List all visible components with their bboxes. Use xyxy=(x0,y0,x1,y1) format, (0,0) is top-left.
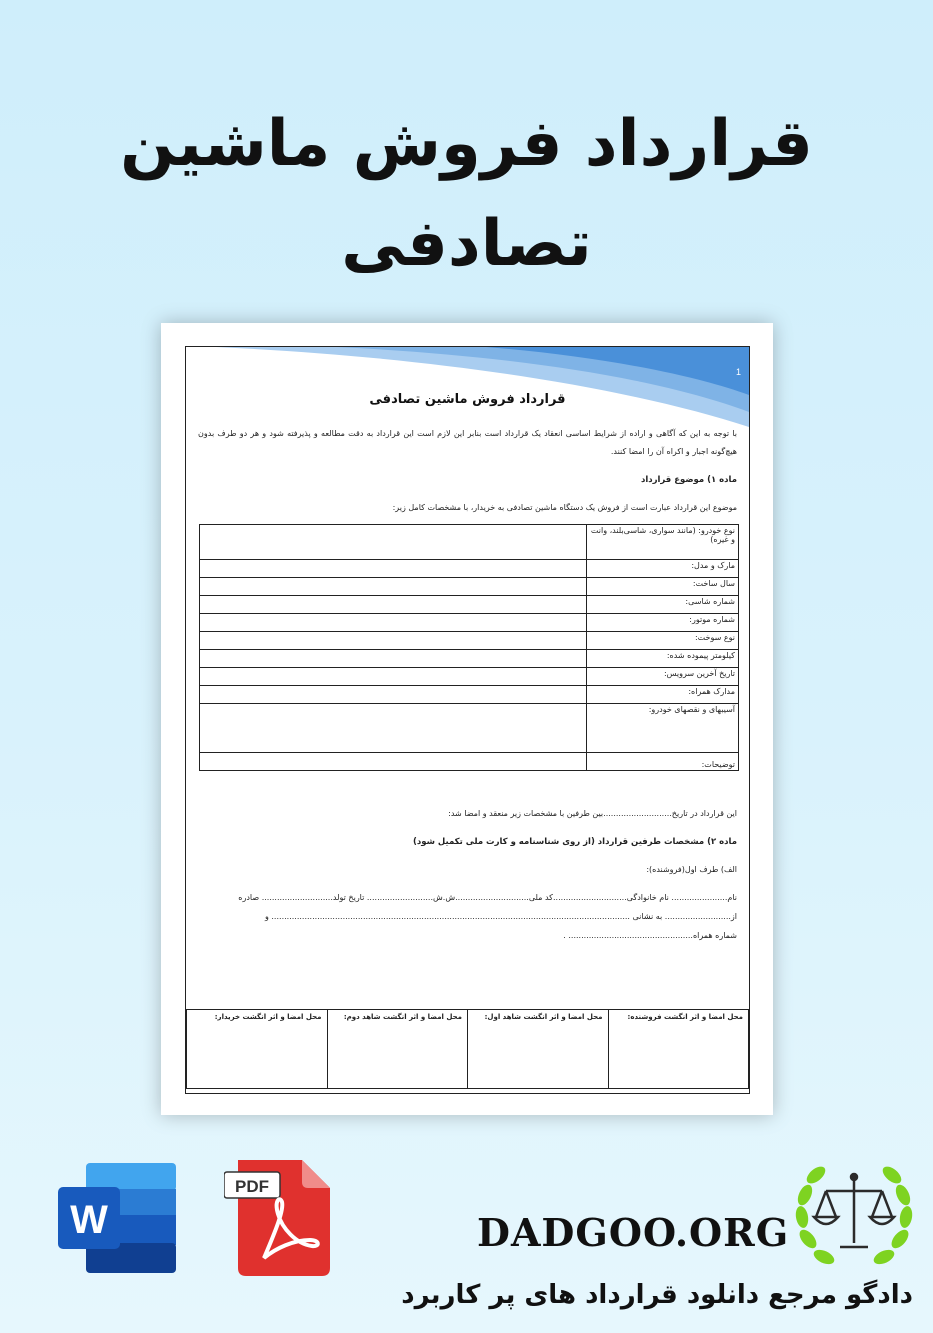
spec-value xyxy=(200,632,587,650)
document-frame xyxy=(185,346,750,1094)
spec-label: مدارک همراه: xyxy=(587,686,739,704)
article1-text: موضوع این قرارداد عبارت است از فروش یک دستگاه ماشین تصادفی به خریدار، با مشخصات کامل زیر: xyxy=(392,503,737,512)
party-a-row3: شماره همراه................................................. . xyxy=(563,931,737,940)
signature-witness2: محل امضا و اثر انگشت شاهد دوم: xyxy=(327,1010,468,1089)
contract-date-line: این قرارداد در تاریخ...........................بین طرفین با مشخصات زیر منعقد و امضا شد: xyxy=(448,809,737,818)
spec-label: شماره موتور: xyxy=(587,614,739,632)
document-title: قرارداد فروش ماشین تصادفی xyxy=(369,392,566,407)
party-a-heading: الف) طرف اول(فروشنده): xyxy=(646,865,737,874)
cover-title-line2: تصادفی xyxy=(341,207,592,281)
table-row xyxy=(200,578,739,596)
spec-label: کیلومتر پیموده شده: xyxy=(587,650,739,668)
spec-value xyxy=(200,614,587,632)
table-row xyxy=(200,650,739,668)
pdf-download-icon[interactable] xyxy=(224,1160,330,1276)
table-row xyxy=(200,596,739,614)
table-row xyxy=(200,704,739,753)
spec-value xyxy=(200,525,587,560)
party-a-row1: نام...................... نام خانوادگی.............................کد ملی.............................ش.ش.......................... تاریخ تولد............................ صادره xyxy=(238,893,737,902)
spec-label: نوع سوخت: xyxy=(587,632,739,650)
signature-table xyxy=(186,1009,749,1089)
table-row xyxy=(200,632,739,650)
spec-label: آسیبهای و نقصهای خودرو: xyxy=(587,704,739,753)
spec-label: تاریخ آخرین سرویس: xyxy=(587,668,739,686)
signature-buyer: محل امضا و اثر انگشت خریدار: xyxy=(187,1010,328,1089)
spec-value xyxy=(200,650,587,668)
article1-heading: ماده ۱) موضوع قرارداد xyxy=(640,475,737,485)
header-wave-decoration xyxy=(186,347,749,427)
pdf-icon-label: PDF xyxy=(235,1177,269,1196)
article2-heading: ماده ۲) مشخصات طرفین قرارداد (از روی شناسنامه و کارت ملی تکمیل شود) xyxy=(413,837,737,847)
vehicle-spec-table xyxy=(199,524,739,771)
spec-value xyxy=(200,686,587,704)
table-row xyxy=(200,560,739,578)
table-row xyxy=(200,686,739,704)
spec-value xyxy=(200,596,587,614)
spec-value xyxy=(200,753,587,771)
scales-of-justice-logo-icon xyxy=(790,1157,918,1273)
table-row xyxy=(200,525,739,560)
document-preview xyxy=(161,323,773,1115)
site-tagline: دادگو مرجع دانلود قرارداد های پر کاربرد xyxy=(401,1280,913,1310)
spec-label: شماره شاسی: xyxy=(587,596,739,614)
spec-value xyxy=(200,668,587,686)
table-row xyxy=(200,668,739,686)
spec-label: نوع خودرو: (مانند سواری، شاسی‌بلند، وانت و غیره) xyxy=(587,525,739,560)
party-a-row2: از.......................... به نشانی ............................................................................................................................................. و xyxy=(264,912,737,921)
word-icon-letter: W xyxy=(70,1198,108,1242)
page-number: 1 xyxy=(735,367,741,377)
spec-value xyxy=(200,704,587,753)
word-download-icon[interactable] xyxy=(58,1163,176,1273)
brand-name: DADGOO.ORG xyxy=(477,1210,790,1255)
spec-label: سال ساخت: xyxy=(587,578,739,596)
signature-witness1: محل امضا و اثر انگشت شاهد اول: xyxy=(468,1010,609,1089)
spec-value xyxy=(200,578,587,596)
intro-paragraph: با توجه به این که آگاهی و اراده از شرایط اساسی انعقاد یک قرارداد است بنابر این لازم است این قرارداد به دقت مطالعه و پذیرفته شود و هر دو طرف بدون هیچ‌گونه اجبار و اکراه آن را امضا کنند. xyxy=(198,429,737,456)
spec-value xyxy=(200,560,587,578)
table-row xyxy=(200,614,739,632)
cover-title-line1: قرارداد فروش ماشین xyxy=(120,107,813,181)
signature-seller: محل امضا و اثر انگشت فروشنده: xyxy=(608,1010,749,1089)
table-row xyxy=(200,753,739,771)
spec-label: مارک و مدل: xyxy=(587,560,739,578)
spec-label: توضیحات: xyxy=(587,753,739,771)
